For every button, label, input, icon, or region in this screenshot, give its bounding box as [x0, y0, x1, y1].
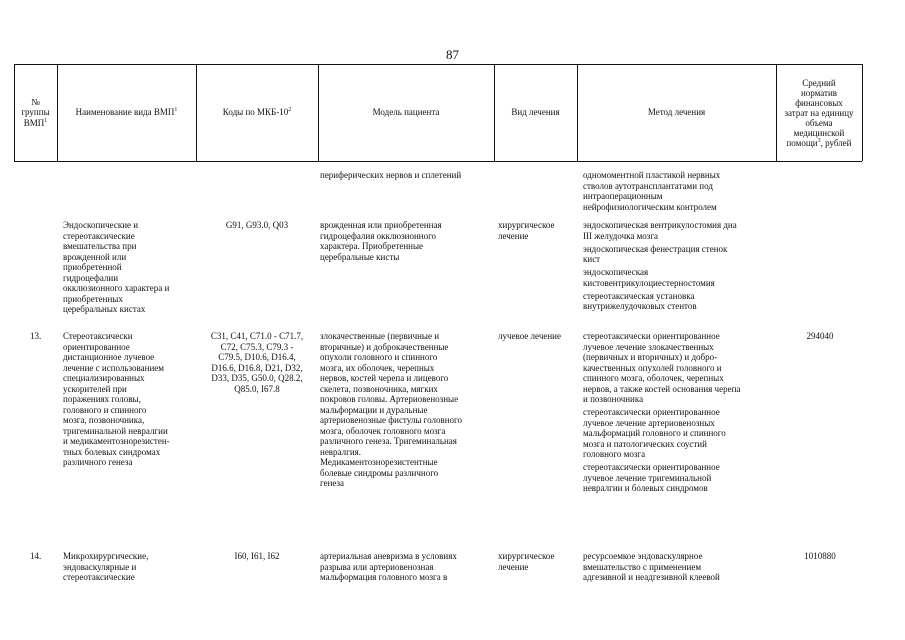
header-vmp-type: Наименование вида ВМП$^1$	[75, 107, 178, 118]
row-3-vmp-type: Микрохирургические, эндоваскулярные и стереотаксические	[63, 551, 149, 582]
row-2-group-number: 13.	[30, 331, 42, 341]
row-1-vmp-type: Эндоскопические и стереотаксические вмешательства при врожденной или приобретенной гидроцефалии окклюзионного характера и приобретенных церебральных кистах	[63, 220, 170, 314]
row-2-average-cost: 294040	[806, 331, 834, 341]
row-3-treatment-type: хирургическое лечение	[498, 551, 555, 572]
row-0-method-item: одномоментной пластикой нервных стволов аутотрансплантатами под интраоперационным нейрофизиологическим контролем	[583, 170, 721, 212]
row-3-group-number: 14.	[30, 551, 42, 561]
row-2-vmp-type: Стереотаксически ориентированное дистанционное лучевое лечение с использованием специализированных ускорителей при поражениях головы, головного и спинного мозга, позвоночника, тригеминальной невралгии и медикаментознорезистен- тных болевых синдромах различного генеза	[63, 331, 170, 467]
header-treatment-type: Вид лечения	[511, 107, 560, 118]
row-2-treatment-type: лучевое лечение	[498, 331, 561, 341]
row-2-methods	[583, 331, 775, 496]
row-1-icd-codes: G91, G93.0, Q03	[225, 220, 289, 230]
row-1-methods	[583, 220, 773, 314]
row-3-patient-model: артериальная аневризма в условиях разрыва или артериовенозная мальформация головного мозга в	[320, 551, 457, 582]
row-1-method-item: эндоскопическая фенестрация стенок кист	[583, 243, 728, 264]
header-bottom-rule	[14, 161, 862, 162]
row-3-icd-codes: I60, I61, I62	[234, 551, 280, 561]
header-icd-codes: Коды по МКБ-$10^2$	[222, 107, 292, 118]
row-1-method-item: стереотаксическая установка внутрижелудочковых стентов	[583, 290, 697, 311]
row-0-patient-model: периферических нервов и сплетений	[320, 170, 462, 180]
row-2-patient-model: злокачественные (первичные и вторичные) и доброкачественные опухоли головного и спинного мозга, их оболочек, черепных нервов, костей черепа и лицевого скелета, позвоночника, мягких покровов головы. Артериовенозные мальформации и дуральные артериовенозные фистулы головного мозга, оболочек головного мозга различного генеза. Тригеминальная невралгия. Медикаментознорезистентные болевые синдромы различного генеза	[320, 331, 463, 488]
row-3-methods	[583, 551, 773, 585]
row-0-methods	[583, 170, 773, 215]
row-2-icd-codes: C31, C41, C71.0 - C71.7, C72, C75.3, C79.3 - C79.5, D10.6, D16.4, D16.6, D16.8, D21, D32, D33, D35, G50.0, Q28.2, Q85.0, I67.8	[210, 331, 304, 394]
row-1-method-item: эндоскопическая кистовентрикулоциестерностомия	[583, 267, 715, 288]
row-2-method-item: стереотаксически ориентированное лучевое лечение тригеминальной невралгии и болевых синдромов	[583, 462, 720, 493]
header-border-right	[862, 64, 863, 161]
row-2-method-item: стереотаксически ориентированное лучевое лечение артериовенозных мальформаций головного и спинного мозга и патологических соустий головного мозга	[583, 407, 726, 459]
header-patient-model: Модель пациента	[372, 107, 440, 118]
row-1-treatment-type: хирургическое лечение	[498, 220, 555, 241]
page-number: 87	[446, 47, 459, 62]
row-3-average-cost: 1010880	[804, 551, 836, 561]
header-average-cost: Средний норматив финансовых затрат на единицу объема медицинской помощи$^3$, рублей	[784, 77, 854, 148]
row-1-patient-model: врожденная или приобретенная гидроцефалия окклюзионного характера. Приобретенные церебральные кисты	[320, 220, 442, 262]
row-1-method-item: эндоскопическая вентрикулостомия дна III желудочка мозга	[583, 220, 737, 241]
header-treatment-method: Метод лечения	[647, 107, 706, 118]
header-group-number: № группы ВМП$^1$	[21, 96, 50, 128]
row-3-method-item: ресурсоемкое эндоваскулярное вмешательство с применением адгезивной и неадгезивной клеевой	[583, 551, 720, 582]
row-2-method-item: стереотаксически ориентированное лучевое лечение злокачественных (первичных и вторичных) и добро- качественных опухолей головного и спинного мозга, оболочек, черепных нервов, а также костей основания черепа и позвоночника	[583, 331, 741, 404]
